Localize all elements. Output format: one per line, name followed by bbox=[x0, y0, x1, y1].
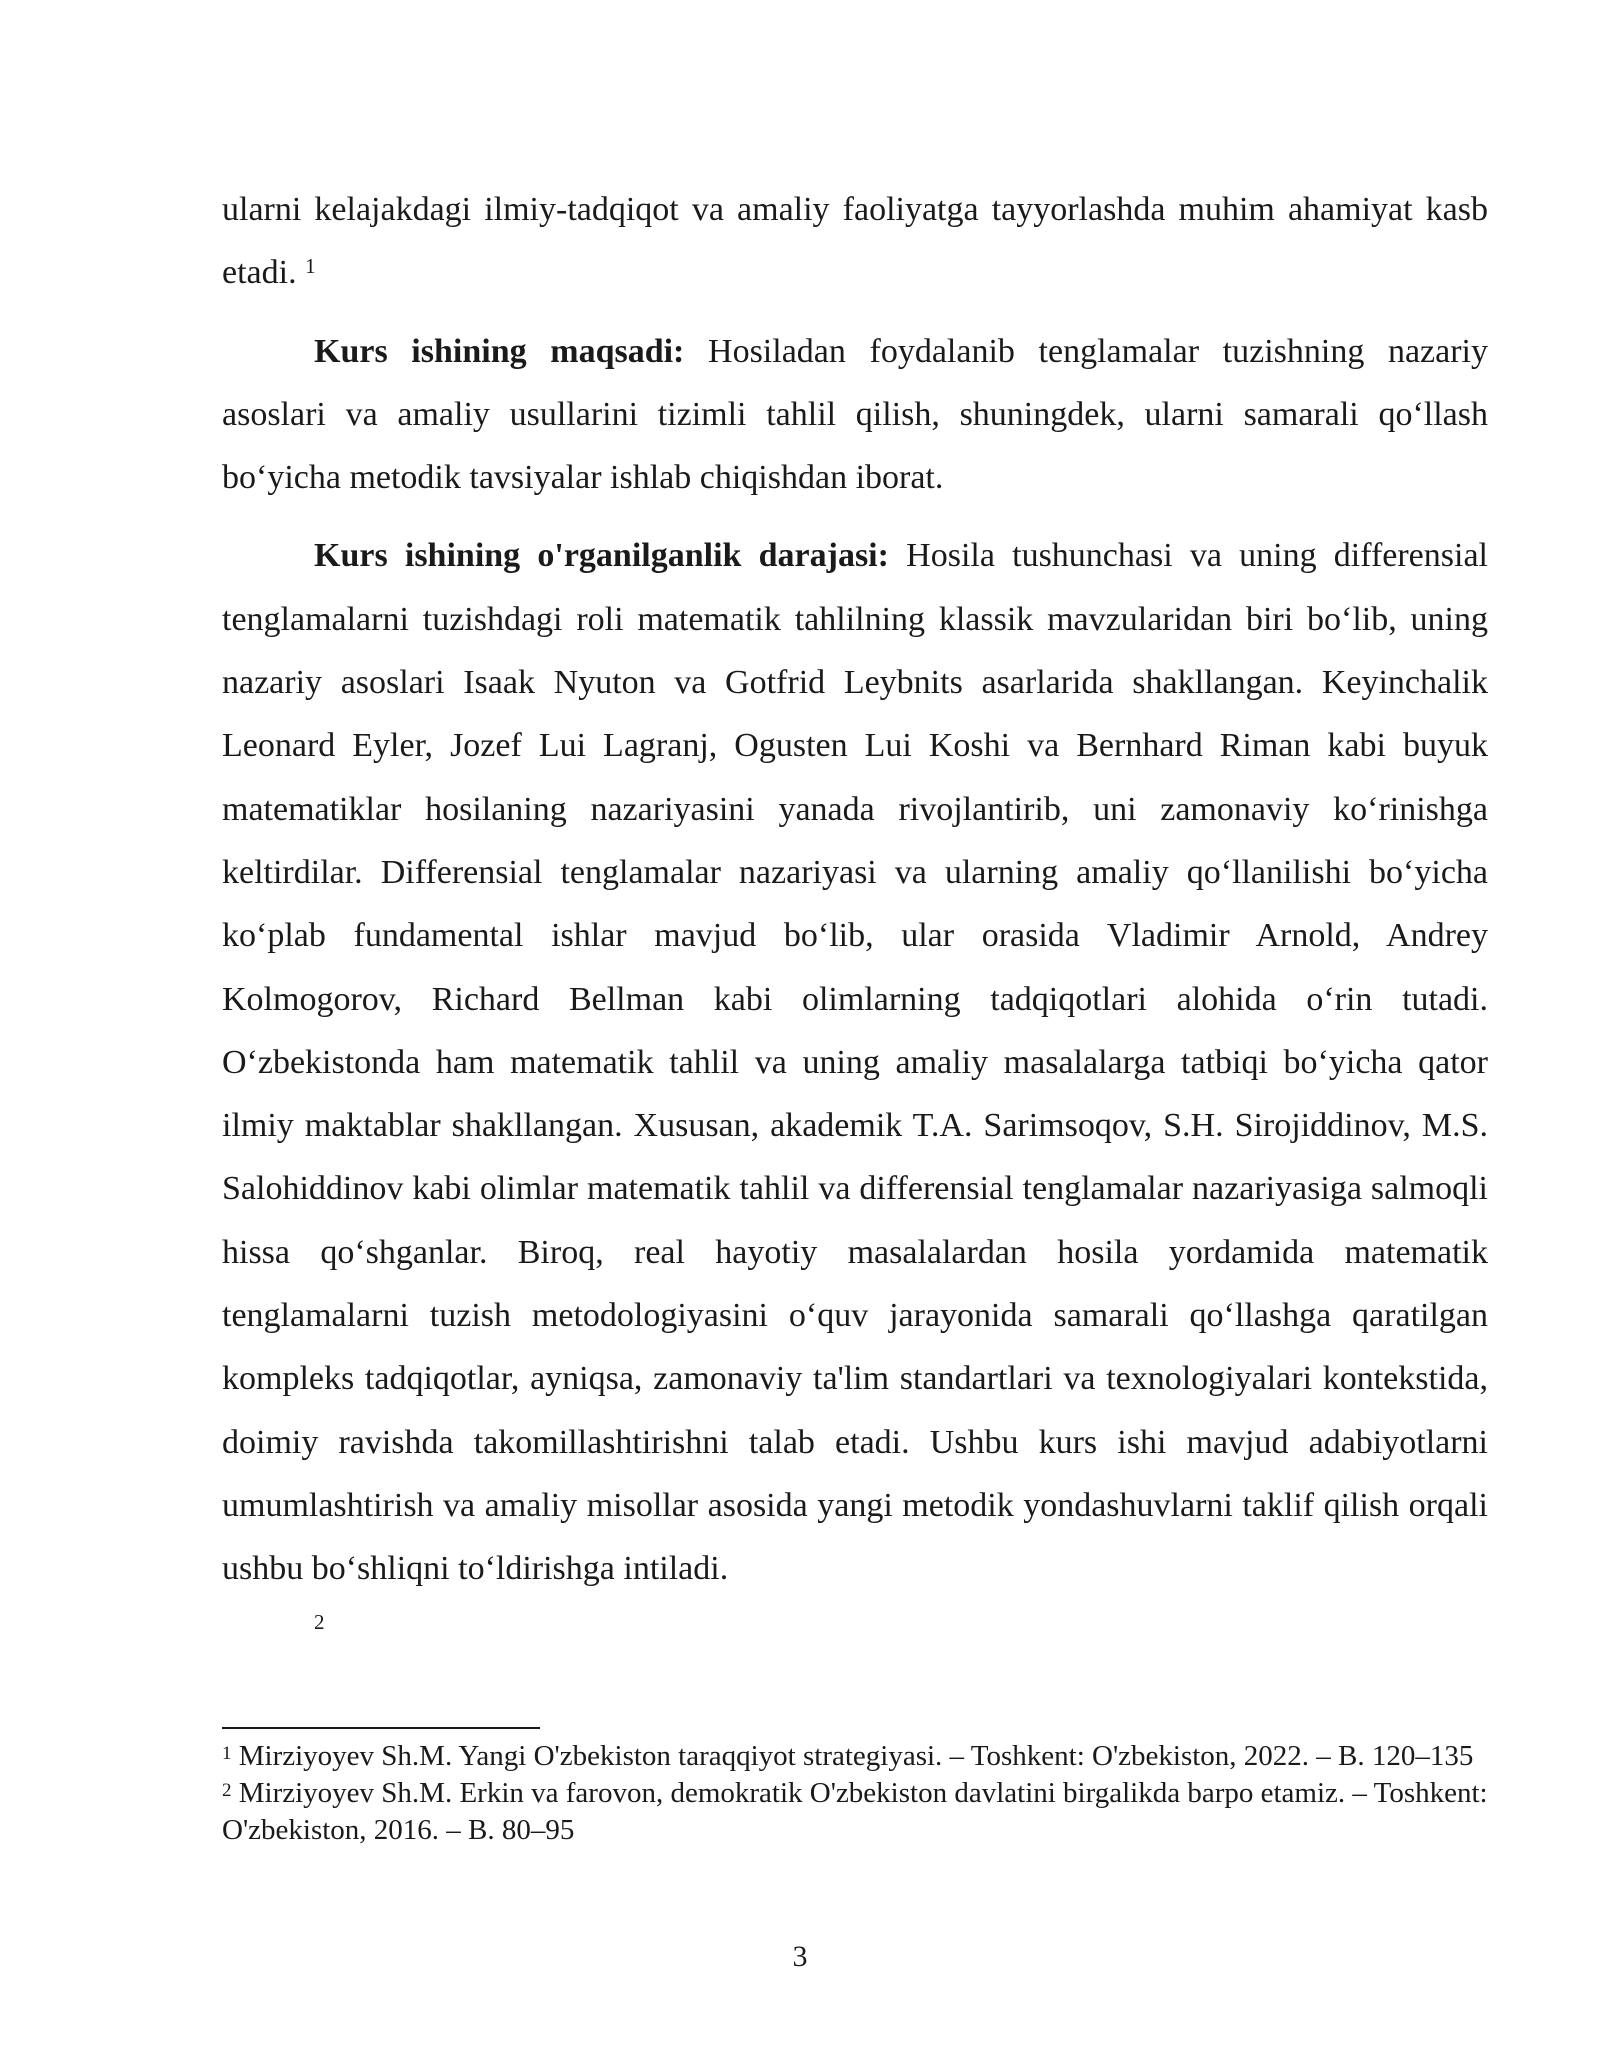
paragraph-heading: Kurs ishining maqsadi: bbox=[314, 332, 685, 370]
footnotes bbox=[222, 1738, 1488, 1849]
paragraph-intro-continuation bbox=[222, 178, 1488, 305]
footnote-mark: 1 bbox=[222, 1743, 232, 1764]
footnote-mark: 2 bbox=[222, 1780, 232, 1801]
footnote-ref-1: 1 bbox=[305, 254, 316, 279]
paragraph-heading: Kurs ishining o'rganilganlik darajasi: bbox=[314, 537, 889, 575]
footnote-text: Mirziyoyev Sh.M. Erkin va farovon, demokratik O'zbekiston davlatini birgalikda barpo etamiz. – Toshkent: O'zbekiston, 2016. – B. 80–95 bbox=[222, 1777, 1488, 1846]
paragraph-text: ularni kelajakdagi ilmiy-tadqiqot va amaliy faoliyatga tayyorlashda muhim ahamiyat kasb etadi. bbox=[222, 191, 1488, 292]
footnote-1 bbox=[222, 1738, 1488, 1775]
paragraph-text: Hosila tushunchasi va uning differensial tenglamalarni tuzishdagi roli matematik tahlilning klassik mavzularidan biri bo‘lib, uning nazariy asoslari Isaak Nyuton va Gotfrid Leybnits asarlarida shakllangan. Keyinchalik Leonard Eyler, Jozef Lui Lagranj, Ogusten Lui Koshi va Bernhard Riman kabi buyuk matematiklar hosilaning nazariyasini yanada rivojlantirib, uni zamonaviy ko‘rinishga keltirdilar. Differensial tenglamalar nazariyasi va ularning amaliy qo‘llanilishi bo‘yicha ko‘plab fundamental ishlar mavjud bo‘lib, ular orasida Vladimir Arnold, Andrey Kolmogorov, Richard Bellman kabi olimlarning tadqiqotlari alohida o‘rin tutadi. O‘zbekistonda ham matematik tahlil va uning amaliy masalalarga tatbiqi bo‘yicha qator ilmiy maktablar shakllangan. Xususan, akademik T.A. Sarimsoqov, S.H. Sirojiddinov, M.S. Salohiddinov kabi olimlar matematik tahlil va differensial tenglamalar nazariyasiga salmoqli hissa qo‘shganlar. Biroq, real hayotiy masalalardan hosila yordamida matematik tenglamalarni tuzish metodologiyasini o‘quv jarayonida samarali qo‘llashga qaratilgan kompleks tadqiqotlar, ayniqsa, zamonaviy ta'lim standartlari va texnologiyalari kontekstida, doimiy ravishda takomillashtirishni talab etadi. Ushbu kurs ishi mavjud adabiyotlarni umumlashtirish va amaliy misollar asosida yangi metodik yondashuvlarni taklif qilish orqali ushbu bo‘shliqni to‘ldirishga intiladi. bbox=[222, 537, 1488, 1588]
paragraph-course-goal bbox=[222, 320, 1488, 510]
paragraph-research-level bbox=[222, 524, 1488, 1636]
page-number: 3 bbox=[792, 1940, 808, 1973]
body-text bbox=[222, 178, 1488, 1637]
footnote-2 bbox=[222, 1775, 1488, 1849]
footnote-ref-2: 2 bbox=[314, 1609, 325, 1634]
footnote-separator bbox=[222, 1727, 540, 1729]
paragraph-text: Hosiladan foydalanib tenglamalar tuzishning nazariy asoslari va amaliy usullarini tizimli tahlil qilish, shuningdek, ularni samarali qo‘llash bo‘yicha metodik tavsiyalar ishlab chiqishdan iborat. bbox=[222, 332, 1488, 497]
footnote-text: Mirziyoyev Sh.M. Yangi O'zbekiston taraqqiyot strategiyasi. – Toshkent: O'zbekiston, 2022. – B. 120–135 bbox=[231, 1740, 1474, 1772]
